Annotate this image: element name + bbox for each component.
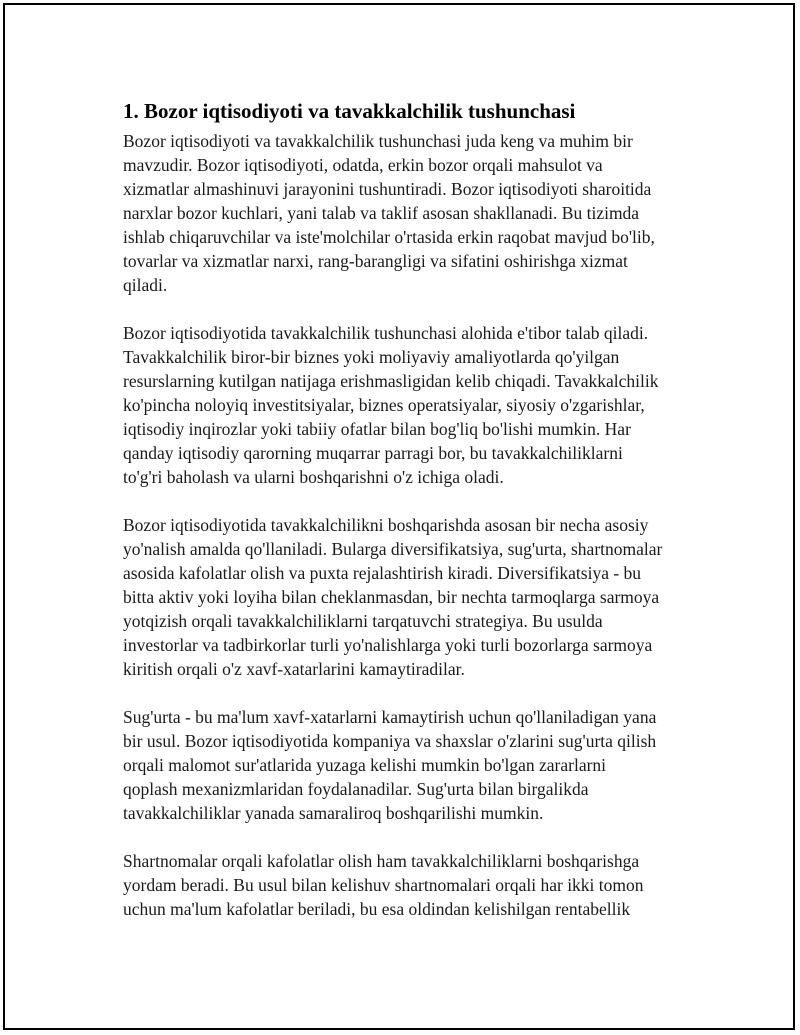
page-frame bbox=[3, 3, 795, 1030]
paragraph-risk-management: Bozor iqtisodiyotida tavakkalchilikni boshqarishda asosan bir necha asosiy yo'nalish amalda qo'llaniladi. Bularga diversifikatsiya, sug'urta, shartnomalar asosida kafolatlar olish va puxta rejalashtirish kiradi. Diversifikatsiya - bu bitta aktiv yoki loyiha bilan cheklanmasdan, bir nechta tarmoqlarga sarmoya yotqizish orqali tavakkalchiliklarni tarqatuvchi strategiya. Bu usulda investorlar va tadbirkorlar turli yo'nalishlarga yoki turli bozorlarga sarmoya kiritish orqali o'z xavf-xatarlarini kamaytiradilar. bbox=[123, 515, 663, 679]
paragraph-market-economy: Bozor iqtisodiyoti va tavakkalchilik tushunchasi juda keng va muhim bir mavzudir. Bozor iqtisodiyoti, odatda, erkin bozor orqali mahsulot va xizmatlar almashinuvi jarayonini tushuntiradi. Bozor iqtisodiyoti sharoitida narxlar bozor kuchlari, yani talab va taklif asosan shakllanadi. Bu tizimda ishlab chiqaruvchilar va iste'molchilar o'rtasida erkin raqobat mavjud bo'lib, tovarlar va xizmatlar narxi, rang-barangligi va sifatini oshirishga xizmat qiladi. bbox=[123, 131, 655, 295]
paragraph-contracts: Shartnomalar orqali kafolatlar olish ham tavakkalchiliklarni boshqarishga yordam beradi. Bu usul bilan kelishuv shartnomalari orqali har ikki tomon uchun ma'lum kafolatlar beriladi, bu esa oldindan kelishilgan rentabellik bbox=[123, 851, 644, 919]
paragraph-risk-concept: Bozor iqtisodiyotida tavakkalchilik tushunchasi alohida e'tibor talab qiladi. Tavakkalchilik biror-bir biznes yoki moliyaviy amaliyotlarda qo'yilgan resurslarning kutilgan natijaga erishmasligidan kelib chiqadi. Tavakkalchilik ko'pincha noloyiq investitsiyalar, biznes operatsiyalar, siyosiy o'zgarishlar, iqtisodiy inqirozlar yoki tabiiy ofatlar bilan bog'liq bo'lishi mumkin. Har qanday iqtisodiy qarorning muqarrar parragi bor, bu tavakkalchiliklarni to'g'ri baholash va ularni boshqarishni o'z ichiga oladi. bbox=[123, 323, 659, 487]
section-heading: 1. Bozor iqtisodiyoti va tavakkalchilik tushunchasi bbox=[123, 99, 576, 123]
document-body bbox=[123, 97, 698, 945]
paragraph-insurance: Sug'urta - bu ma'lum xavf-xatarlarni kamaytirish uchun qo'llaniladigan yana bir usul. Bozor iqtisodiyotida kompaniya va shaxslar o'zlarini sug'urta qilish orqali malomot sur'atlarida yuzaga kelishi mumkin bo'lgan zararlarni qoplash mexanizmlaridan foydalanadilar. Sug'urta bilan birgalikda tavakkalchiliklar yanada samaraliroq boshqarilishi mumkin. bbox=[123, 707, 657, 823]
